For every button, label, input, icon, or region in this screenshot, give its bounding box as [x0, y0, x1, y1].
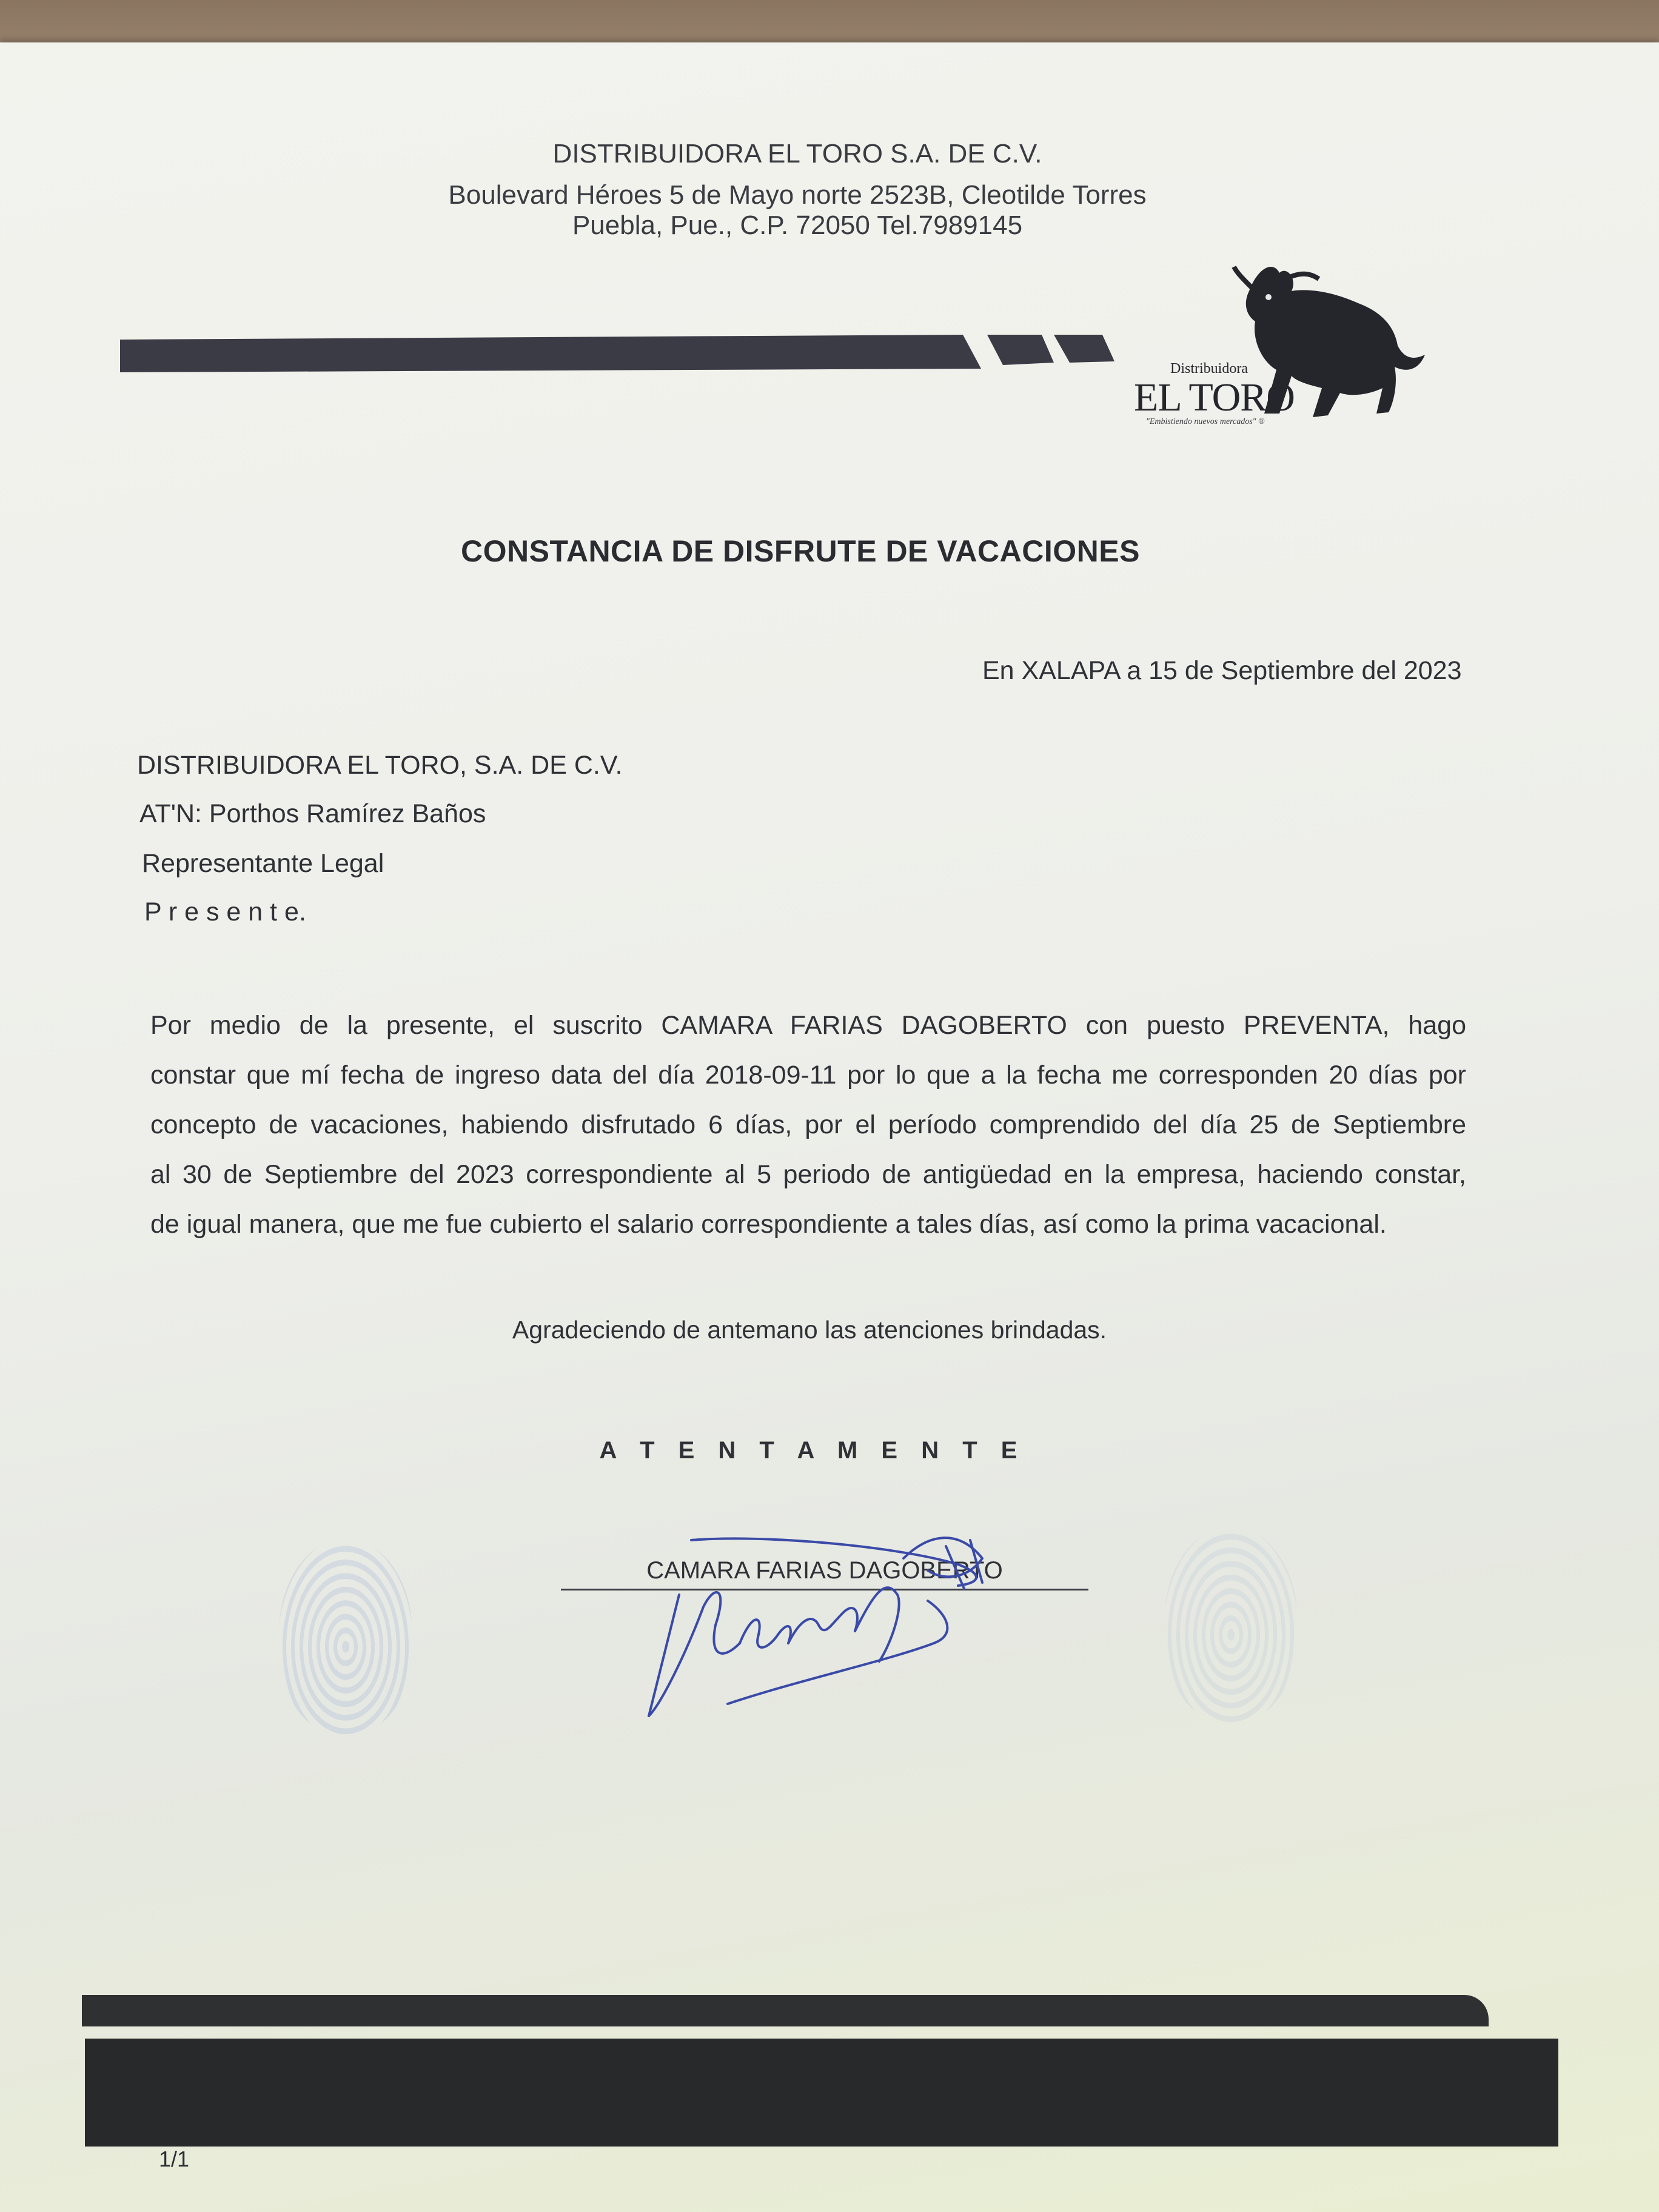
body-line: de igual manera, que me fue cubierto el salario correspondiente a tales días, así como la prima vacacional. — [150, 1210, 1387, 1239]
logo-small-text: Distribuidora — [1170, 361, 1248, 377]
footer-band-bottom — [85, 2039, 1558, 2147]
body-line: constar que mí fecha de ingreso data del día 2018-09-11 por lo que a la fecha me corresponden 20 días por — [150, 1061, 1466, 1090]
signer-name: CAMARA FARIAS DAGOBERTO — [646, 1557, 1003, 1584]
page-number: 1/1 — [159, 2147, 190, 2171]
recipient-company: DISTRIBUIDORA EL TORO, S.A. DE C.V. — [137, 751, 623, 780]
logo-brand: EL TORO — [1134, 375, 1295, 420]
address-line-2: Puebla, Pue., C.P. 72050 Tel.7989145 — [572, 210, 1023, 240]
atentamente-label: A T E N T A M E N T E — [599, 1437, 1026, 1464]
body-line: al 30 de Septiembre del 2023 correspondiente al 5 periodo de antigüedad en la empresa, haciendo constar, — [150, 1160, 1466, 1189]
company-name: DISTRIBUIDORA EL TORO S.A. DE C.V. — [552, 139, 1042, 169]
place-date: En XALAPA a 15 de Septiembre del 2023 — [982, 656, 1462, 685]
fingerprint-right — [1164, 1528, 1298, 1722]
handwritten-signature — [643, 1522, 1031, 1728]
recipient-attn: AT'N: Porthos Ramírez Baños — [139, 799, 486, 828]
document-title: CONSTANCIA DE DISFRUTE DE VACACIONES — [461, 534, 1140, 568]
footer-band-top — [82, 1995, 1489, 2026]
logo-tagline: "Embistiendo nuevos mercados" ® — [1146, 417, 1265, 426]
closing-text: Agradeciendo de antemano las atenciones brindadas. — [512, 1316, 1107, 1344]
header-stripe — [120, 335, 1121, 372]
body-line: concepto de vacaciones, habiendo disfrutado 6 días, por el período comprendido del día 25 de Septiembre — [150, 1110, 1466, 1139]
address-line-1: Boulevard Héroes 5 de Mayo norte 2523B, Cleotilde Torres — [448, 180, 1147, 210]
body-line: Por medio de la presente, el suscrito CAMARA FARIAS DAGOBERTO con puesto PREVENTA, hago — [150, 1011, 1466, 1040]
recipient-role: Representante Legal — [142, 849, 384, 878]
recipient-greeting: P r e s e n t e. — [144, 897, 306, 927]
body-paragraph — [150, 1000, 1466, 1249]
company-logo — [1128, 255, 1443, 437]
fingerprint-left — [279, 1540, 412, 1734]
